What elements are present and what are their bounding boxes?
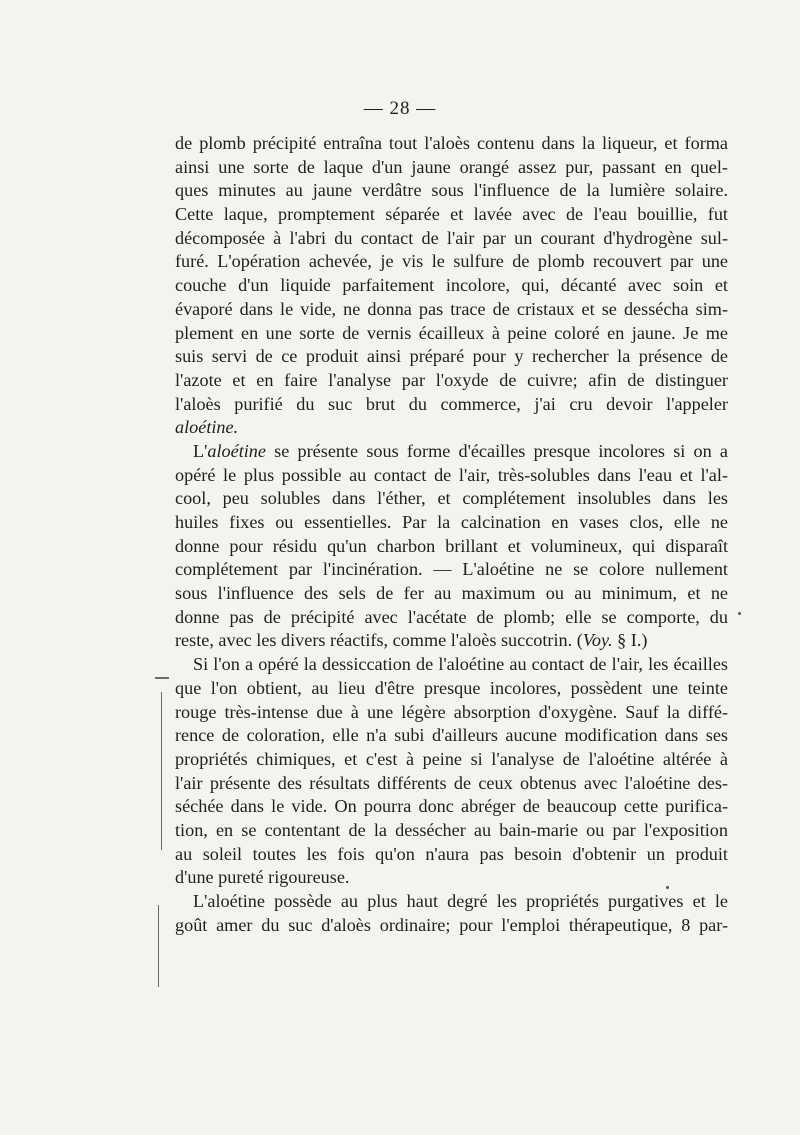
text-line: Si l'on a opéré la dessiccation de l'aloétine au contact de l'air, les écailles xyxy=(193,654,728,675)
margin-dot xyxy=(738,612,741,615)
text-line: ainsi une sorte de laque d'un jaune orangé assez pur, passant en quel- xyxy=(175,156,728,177)
text-line: que l'on obtient, au lieu d'être presque incolores, possèdent une teinte xyxy=(175,677,728,698)
text-line: suis servi de ce produit ainsi préparé pour y rechercher la présence de xyxy=(175,346,728,367)
text-line: goût amer du suc d'aloès ordinaire; pour l'emploi thérapeutique, 8 par- xyxy=(175,914,728,935)
paragraph-4 xyxy=(175,890,728,937)
italic-term: aloétine. xyxy=(175,417,239,438)
margin-annotation-bar-lower xyxy=(158,905,159,987)
text-line: l'azote et en faire l'analyse par l'oxyde de cuivre; afin de distinguer xyxy=(175,369,728,390)
text-span: L' xyxy=(193,440,208,461)
paragraph-2 xyxy=(175,440,728,653)
text-span: reste, avec les divers réactifs, comme l'aloès succotrin. ( xyxy=(175,630,583,651)
text-line xyxy=(175,440,728,464)
body-text xyxy=(175,132,728,937)
text-line: l'air présente des résultats différents de ceux obtenus avec l'aloétine des- xyxy=(175,772,728,793)
text-line: l'aloès purifié du suc brut du commerce, j'ai cru devoir l'appeler xyxy=(175,393,728,414)
text-line: rence de coloration, elle n'a subi d'ailleurs aucune modification dans ses xyxy=(175,725,728,746)
italic-term: aloétine xyxy=(207,440,266,461)
margin-annotation-bar xyxy=(161,692,162,850)
text-line: plement en une sorte de vernis écailleux à peine coloré en jaune. Je me xyxy=(175,322,728,343)
text-line: donne pas de précipité avec l'acétate de plomb; elle se comporte, du xyxy=(175,606,728,627)
margin-dash-mark xyxy=(155,677,169,679)
text-line: tion, en se contentant de la dessécher au bain-marie ou par l'exposition xyxy=(175,819,728,840)
text-span: § I.) xyxy=(612,630,648,651)
text-line: complétement par l'incinération. — L'aloétine ne se colore nullement xyxy=(175,559,728,580)
text-line: propriétés chimiques, et c'est à peine si l'analyse de l'aloétine altérée à xyxy=(175,748,728,769)
italic-reference: Voy. xyxy=(582,630,613,651)
text-line: de plomb précipité entraîna tout l'aloès contenu dans la liqueur, et forma xyxy=(175,133,728,153)
text-line: furé. L'opération achevée, je vis le sulfure de plomb recouvert par une xyxy=(175,251,728,272)
text-line: couche d'un liquide parfaitement incolore, qui, décanté avec soin et xyxy=(175,275,728,296)
text-line: opéré le plus possible au contact de l'air, très-solubles dans l'eau et l'al- xyxy=(175,464,728,485)
text-line xyxy=(175,416,728,440)
text-span: se présente sous forme d'écailles presque incolores si on a xyxy=(265,440,728,461)
text-line: rouge très-intense due à une légère absorption d'oxygène. Sauf la diffé- xyxy=(175,701,728,722)
paragraph-1 xyxy=(175,132,728,440)
text-line: au soleil toutes les fois qu'on n'aura pas besoin d'obtenir un produit xyxy=(175,843,728,864)
text-line: huiles fixes ou essentielles. Par la calcination en vases clos, elle ne xyxy=(175,512,728,532)
text-line: ques minutes au jaune verdâtre sous l'influence de la lumière solaire. xyxy=(175,180,728,201)
page-number: — 28 — xyxy=(363,98,437,119)
text-line: sous l'influence des sels de fer au maximum ou au minimum, et ne xyxy=(175,583,728,604)
text-line: Cette laque, promptement séparée et lavée avec de l'eau bouillie, fut xyxy=(175,204,728,225)
paragraph-3 xyxy=(175,653,728,890)
text-line: évaporé dans le vide, ne donna pas trace de cristaux et se dessécha sim- xyxy=(175,298,728,319)
text-line: décomposée à l'abri du contact de l'air par un courant d'hydrogène sul- xyxy=(175,227,728,248)
text-line: d'une pureté rigoureuse. xyxy=(175,867,350,888)
text-line: séchée dans le vide. On pourra donc abréger de beaucoup cette purifica- xyxy=(175,796,728,817)
text-line: L'aloétine possède au plus haut degré les propriétés purgatives et le xyxy=(193,891,728,911)
text-line: donne pour résidu qu'un charbon brillant et volumineux, qui disparaît xyxy=(175,535,728,556)
text-line xyxy=(175,629,728,653)
text-line: cool, peu solubles dans l'éther, et complétement insolubles dans les xyxy=(175,488,728,509)
